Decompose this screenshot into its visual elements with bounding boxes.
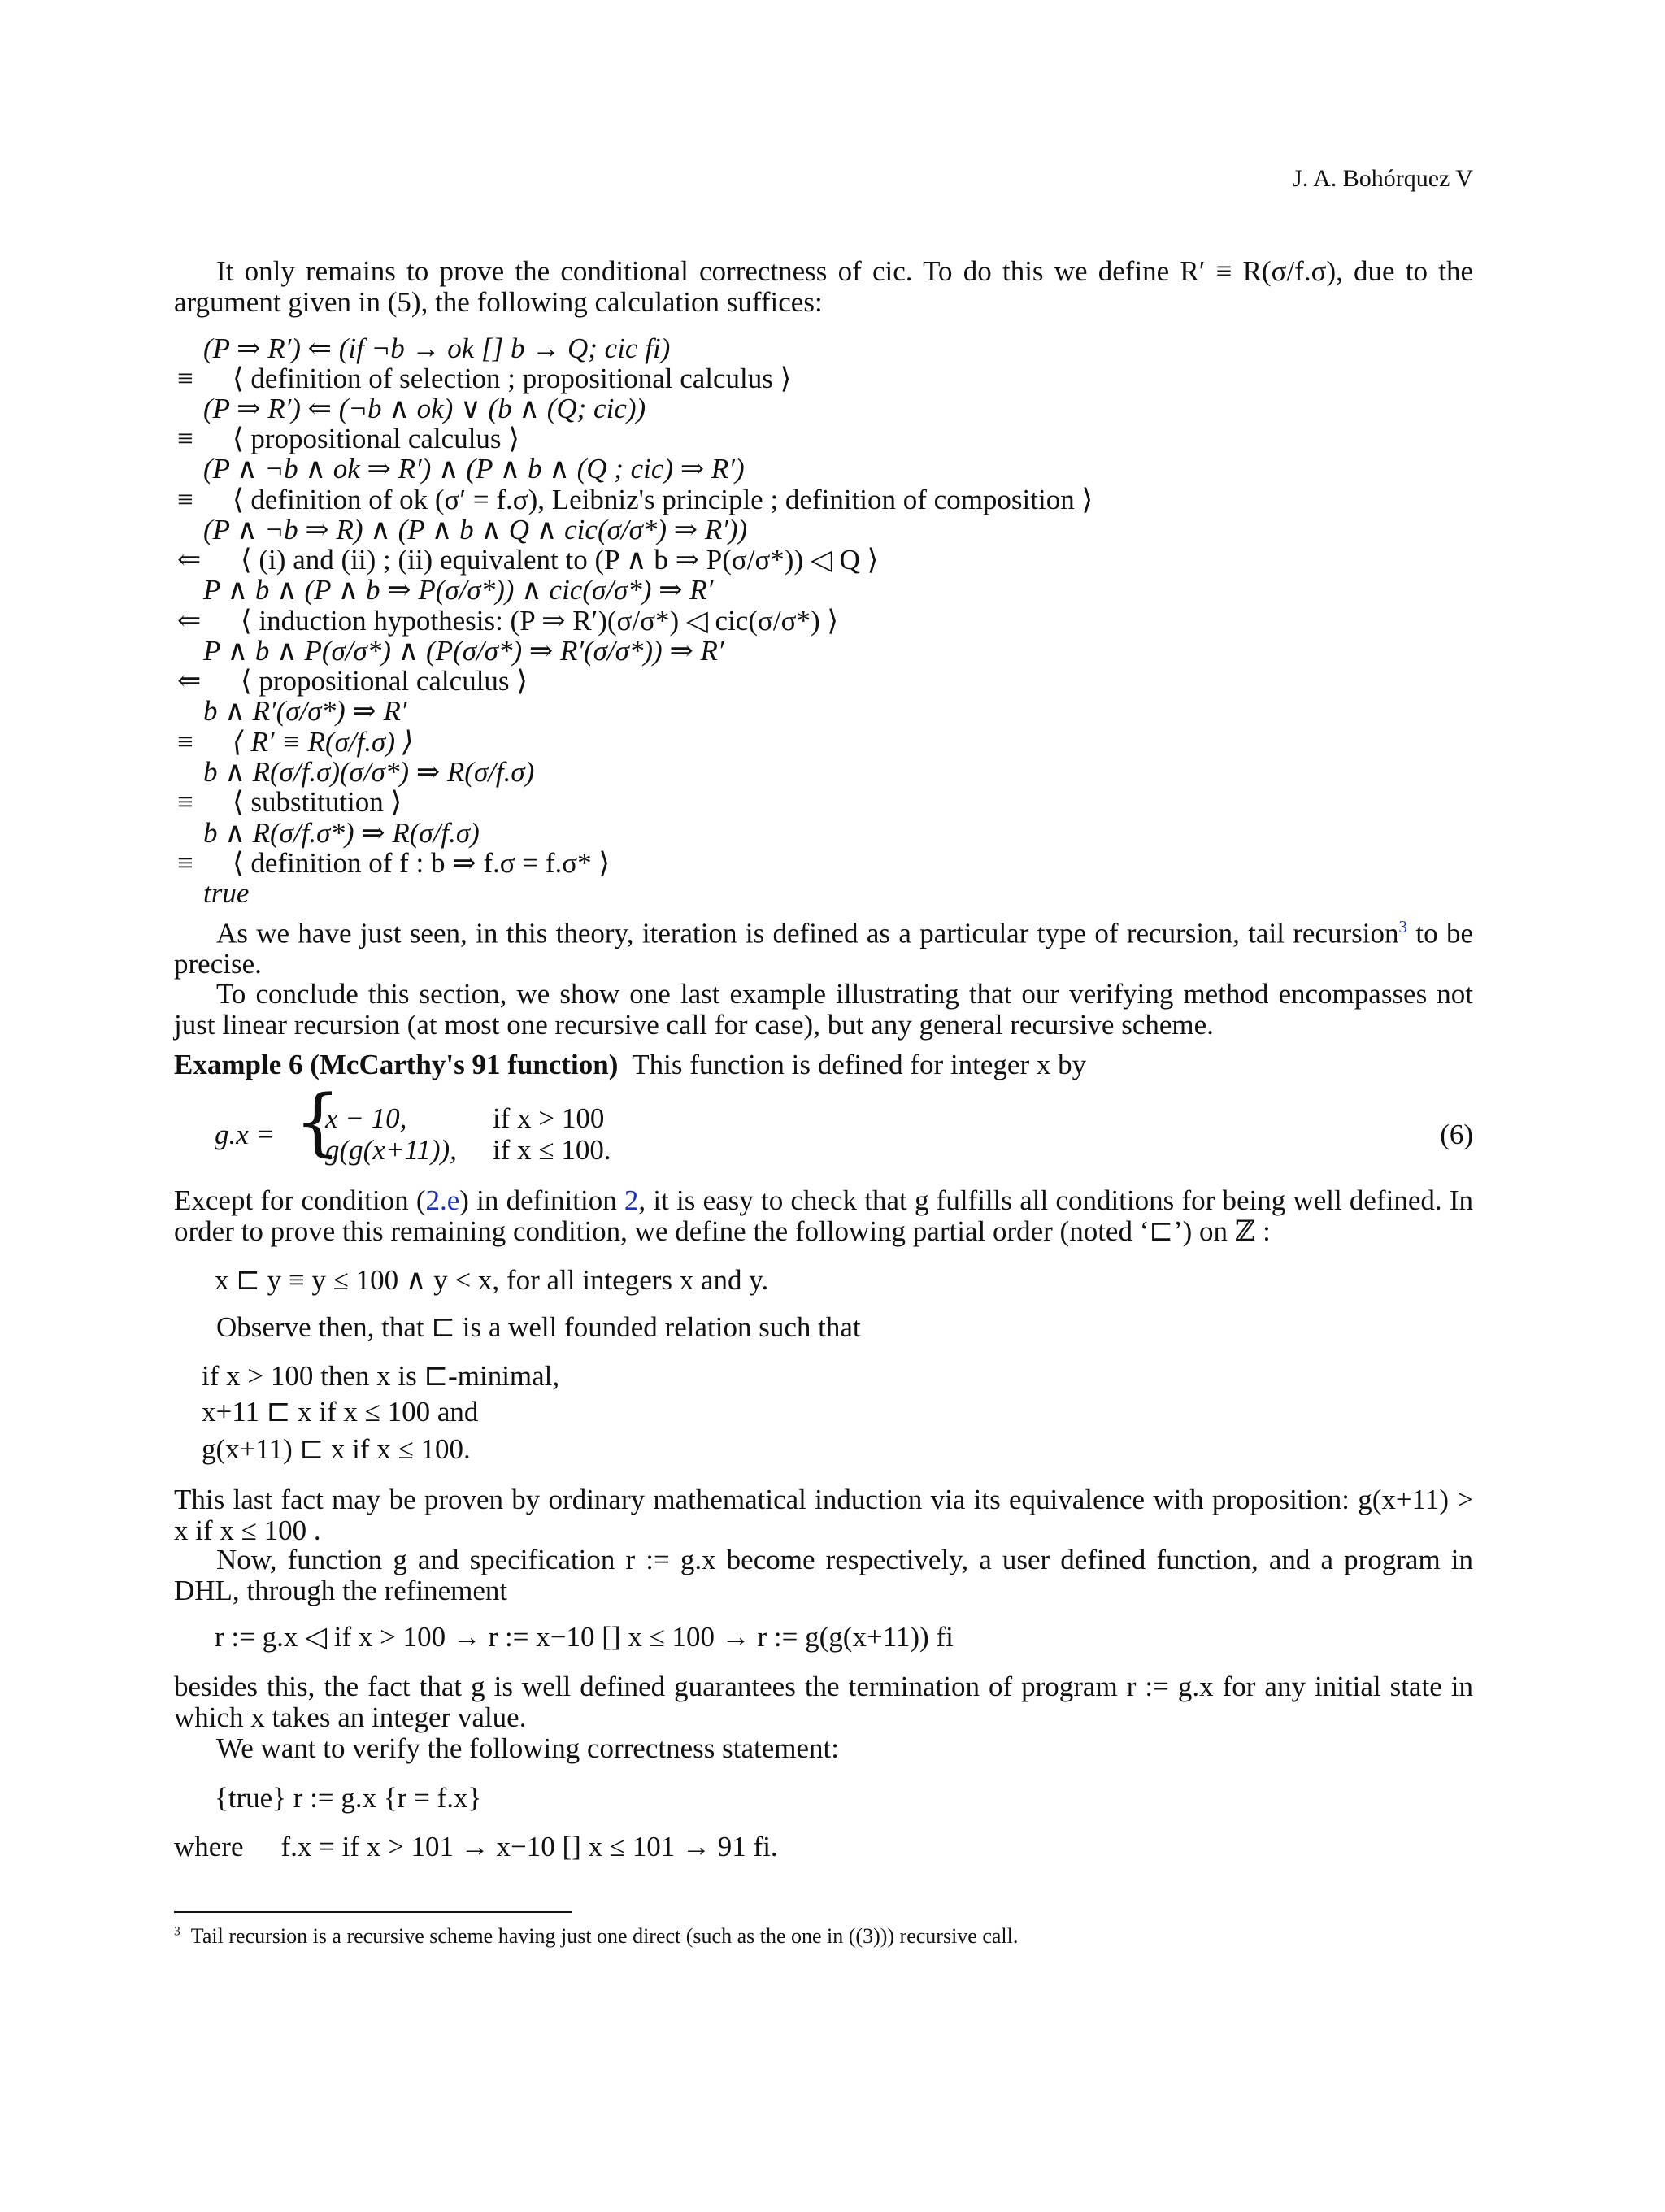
calc-hint: ⟨ (i) and (ii) ; (ii) equivalent to (P ∧ b ⇒ P(σ/σ*)) ◁ Q ⟩: [241, 544, 879, 576]
ref-definition-2[interactable]: 2: [624, 1184, 639, 1216]
except-paragraph: [174, 1185, 1473, 1247]
calc-text: (P ∧ ¬b ⇒ R) ∧ (P ∧ b ∧ Q ∧ cic(σ/σ*) ⇒ R′)): [203, 514, 748, 545]
calc-text: P ∧ b ∧ P(σ/σ*) ∧ (P(σ/σ*) ⇒ R′(σ/σ*)) ⇒ R′: [203, 635, 724, 667]
footnote-ref[interactable]: 3: [1398, 917, 1408, 937]
except-text-b: ) in definition: [459, 1184, 624, 1216]
calc-text: (P ∧ ¬b ∧ ok ⇒ R′) ∧ (P ∧ b ∧ (Q ; cic) ⇒ R′): [203, 453, 745, 485]
calc-text: P ∧ b ∧ (P ∧ b ⇒ P(σ/σ*)) ∧ cic(σ/σ*) ⇒ R′: [203, 574, 714, 606]
correctness-statement: {true} r := g.x {r = f.x}: [215, 1782, 482, 1814]
fact-item: x+11 ⊏ x if x ≤ 100 and: [202, 1396, 479, 1428]
intro-paragraph: It only remains to prove the conditional correctness of cic. To do this we define R′ ≡ R(σ/f.σ), due to the argument given in (5), the following calculation suffices:: [174, 255, 1473, 318]
calc-op: ⇐: [177, 605, 202, 637]
tail-recursion-paragraph: [174, 918, 1473, 980]
footnote-rule: [174, 1911, 572, 1913]
running-head: J. A. Bohórquez V: [1293, 165, 1473, 192]
example-heading: [174, 1050, 1473, 1080]
calc-op: ≡: [177, 847, 193, 879]
calc-hint: ⟨ propositional calculus ⟩: [241, 665, 528, 697]
calc-op: ≡: [177, 786, 193, 818]
calc-hint: ⟨ R′ ≡ R(σ/f.σ) ⟩: [233, 726, 414, 758]
calc-op: ≡: [177, 484, 193, 515]
calc-hint: ⟨ propositional calculus ⟩: [233, 423, 519, 454]
case2-condition: if x ≤ 100.: [493, 1134, 611, 1166]
calc-hint: ⟨ definition of selection ; propositional calculus ⟩: [233, 363, 792, 394]
calc-text: (P ⇒ R′) ⇐ (¬b ∧ ok) ∨ (b ∧ (Q; cic)): [203, 393, 646, 424]
calc-text: (P ⇒ R′) ⇐ (if ¬b → ok [] b → Q; cic fi): [203, 332, 671, 364]
where-line: [174, 1832, 778, 1862]
calc-hint: ⟨ induction hypothesis: (P ⇒ R′)(σ/σ*) ◁ cic(σ/σ*) ⟩: [241, 605, 839, 637]
case1-value: x − 10,: [325, 1102, 407, 1134]
footnote-number: 3: [174, 1924, 180, 1939]
calc-text: b ∧ R′(σ/σ*) ⇒ R′: [203, 695, 407, 727]
calc-op: ≡: [177, 726, 193, 758]
fact-item: if x > 100 then x is ⊏-minimal,: [202, 1360, 560, 1392]
last-fact-paragraph: This last fact may be proven by ordinary mathematical induction via its equivalence with proposition: g(x+11) > x if x ≤ 100 .: [174, 1484, 1473, 1546]
ref-condition-2e[interactable]: 2.e: [425, 1184, 460, 1216]
tail-text: As we have just seen, in this theory, iteration is defined as a particular type of recursion, tail recursion: [216, 917, 1399, 950]
calc-hint: ⟨ definition of f : b ⇒ f.σ = f.σ* ⟩: [233, 847, 611, 879]
calc-text: b ∧ R(σ/f.σ)(σ/σ*) ⇒ R(σ/f.σ): [203, 756, 535, 788]
order-definition: x ⊏ y ≡ y ≤ 100 ∧ y < x, for all integers x and y.: [215, 1264, 769, 1296]
calc-op: ⇐: [177, 665, 202, 697]
calc-hint: ⟨ substitution ⟩: [233, 786, 402, 818]
calc-text: b ∧ R(σ/f.σ*) ⇒ R(σ/f.σ): [203, 817, 480, 849]
now-paragraph: Now, function g and specification r := g.x become respectively, a user defined function, and a program in DHL, through the refinement: [174, 1544, 1473, 1606]
example-label: Example 6 (McCarthy's 91 function): [174, 1049, 619, 1080]
case2-value: g(g(x+11)),: [325, 1134, 457, 1166]
where-label: where: [174, 1831, 244, 1862]
footnote: [174, 1925, 1018, 1948]
where-definition: f.x = if x > 101 → x−10 [] x ≤ 101 → 91 fi.: [280, 1831, 778, 1862]
calc-op: ≡: [177, 363, 193, 394]
equation-lhs: g.x =: [215, 1119, 276, 1150]
conclude-paragraph: To conclude this section, we show one last example illustrating that our verifying method encompasses not just linear recursion (at most one recursive call for case), but any general recursive scheme.: [174, 978, 1473, 1041]
fact-item: g(x+11) ⊏ x if x ≤ 100.: [202, 1433, 471, 1465]
calc-text: true: [203, 877, 250, 909]
case1-condition: if x > 100: [493, 1102, 605, 1134]
example-text: This function is defined for integer x by: [632, 1049, 1087, 1080]
except-text-a: Except for condition (: [174, 1184, 426, 1216]
refinement-line: r := g.x ◁ if x > 100 → r := x−10 [] x ≤ 100 → r := g(g(x+11)) fi: [215, 1621, 954, 1653]
calc-hint: ⟨ definition of ok (σ′ = f.σ), Leibniz's principle ; definition of composition ⟩: [233, 484, 1093, 515]
calc-op: ≡: [177, 423, 193, 454]
except-text-c: , it is easy to check that g fulfills all conditions for being well defined. In order to prove this remaining condition, we define the following partial order (noted ‘⊏’) on ℤ :: [174, 1184, 1473, 1247]
want-paragraph: We want to verify the following correctness statement:: [216, 1732, 839, 1764]
cases-brace: {: [294, 1080, 341, 1165]
besides-paragraph: besides this, the fact that g is well defined guarantees the termination of program r := g.x for any initial state in which x takes an integer value.: [174, 1671, 1473, 1733]
calc-op: ⇐: [177, 544, 202, 576]
observe-line: Observe then, that ⊏ is a well founded relation such that: [216, 1311, 861, 1343]
tail-text-end: to be precise.: [174, 917, 1473, 980]
equation-number: (6): [1440, 1119, 1473, 1150]
footnote-text: Tail recursion is a recursive scheme having just one direct (such as the one in ((3))) recursive call.: [190, 1924, 1019, 1948]
